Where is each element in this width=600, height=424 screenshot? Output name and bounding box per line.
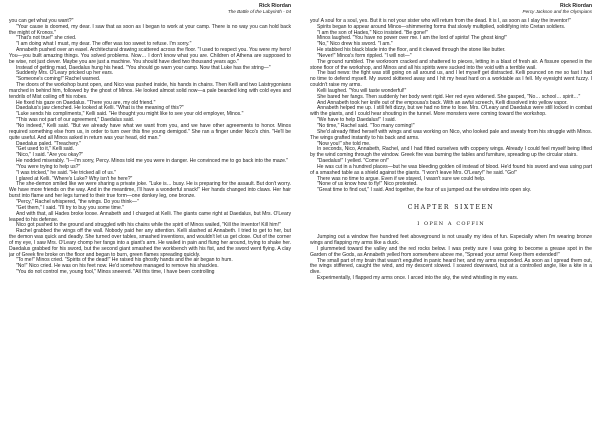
paragraph: Spirits began to appear around Minos—shimmering forms that slowly multiplied, solidifying into Cretan soldiers. xyxy=(317,23,566,30)
chapter-heading xyxy=(310,202,592,227)
paragraph: "Percy," Rachel whispered, "the wings. Do you think—" xyxy=(16,198,139,205)
paragraph: She'd already fitted herself with wings and was working on Nico, who looked pale and sweaty from his struggle with Minos. The wings grafted instantly to his back and arms. xyxy=(310,128,592,141)
paragraph: She bared her fangs. Then suddenly her body went rigid. Her red eyes widened. She gasped, "No… school… spirit…" xyxy=(317,93,581,100)
paragraph: "I am doing what I must, my dear. The offer was too sweet to refuse. I'm sorry." xyxy=(16,41,192,48)
page-header-left xyxy=(9,4,291,15)
paragraph: And with that, all Hades broke loose. Annabeth and I charged at Kelli. The giants came right at Daedalus, but Mrs. O'Leary leaped to his defense. xyxy=(9,210,291,223)
header-book-title: The Battle of the Labyrinth - 04 xyxy=(227,9,291,15)
paragraph: The doors of the workshop burst open, and Nico was pushed inside, his hands in chains. Then Kelli and two Laistrygonians marched in behind him, followed by the ghost of Minos. He looked almost solid now—a pale bearded king with cold eyes and tendrils of Mist coiling off his robes. xyxy=(9,82,291,100)
paragraph: Experimentally, I flapped my arms once. I arced into the sky, the wind whistling in my ears. xyxy=(317,275,519,282)
paragraph: Minos laughed. "You have no power over me. I am the lord of spirits! The ghost king!" xyxy=(317,35,508,42)
paragraph: "No time," Rachel said. "Too many coming!" xyxy=(317,123,415,129)
paragraph: you can get what you want?" xyxy=(9,17,74,24)
paragraph: "Nico," I said. "Are you okay?" xyxy=(16,152,84,159)
paragraph: Daedalus paled. "Treachery." xyxy=(16,140,82,147)
right-page-body xyxy=(310,19,592,282)
paragraph: "Your cause is doomed, my dear. I saw that as soon as I began to work at your camp. There is no way you can hold back the might of Kronos." xyxy=(9,23,291,36)
paragraph: "I was tricked," he said. "He tricked all of us." xyxy=(16,169,117,176)
page-header-right xyxy=(310,4,592,15)
paragraph: Instead of getting mad, Daedalus hung his head. "You should go warn your camp. Now that Luke has the string—" xyxy=(16,64,271,71)
paragraph: "We have to help Daedalus!" I said. xyxy=(317,117,396,124)
header-author: Rick Riordan xyxy=(560,3,592,9)
paragraph: "No!" Nico cried. He was on his feet now. He'd somehow managed to remove his shackles. xyxy=(16,263,219,270)
paragraph: The small part of my brain that wasn't engulfed in panic heard her, and my arms responded. As soon as I spread them out, the wings stiffened, caught the wind, and my descent slowed. I soared downward, but at a controlled angle, like a kite in a dive. xyxy=(310,257,592,276)
paragraph: Nico got pushed to the ground and struggled with his chains while the spirit of Minos wailed, "Kill the inventor! Kill him!" xyxy=(16,222,281,229)
paragraph: "I am the son of Hades," Nico insisted. "Be gone!" xyxy=(317,29,428,36)
paragraph: "No indeed," Kelli said. "But we already have what we want from you, and we have other agreements to honor. Minos required something else from us, in order to turn over this fine young demigod." She ran a finger under Nico's chin. "He'll be quite useful. And all Minos asked in return was your head, old man." xyxy=(9,123,291,141)
left-page xyxy=(9,0,291,424)
paragraph: Rachel grabbed the wings off the wall. Nobody paid her any attention. Kelli slashed at Annabeth. I tried to get to her, but the demon was quick and deadly. She turned over tables, smashed inventions, and wouldn't let us get close. Out of the corner of my eye, I saw Mrs. O'Leary chomp her fangs into a giant's arm. He wailed in pain and flung her around, trying to shake her. Daedalus grabbed for his sword, but the second giant smashed the workbench with his fist, and the sword went flying. A clay jar of Greek fire broke on the floor and began to burn, green flames spreading quickly. xyxy=(9,228,291,258)
paragraph: you! A soul for a soul, yes. But it is not your sister who will return from the dead. It is I, as soon as I slay the inventor!" xyxy=(310,17,571,24)
paragraph: The bad news: the fight was still going on all around us, and I let myself get distracted. Kelli pounced on me so fast I had no time to defend myself. My sword skittered away and I hit my head hard on a worktable as I fell. My eyesight went fuzzy. I couldn't raise my arms. xyxy=(310,70,592,89)
paragraph: In seconds, Nico, Annabeth, Rachel, and I had fitted ourselves with coppery wings. Already I could feel myself being lifted by the wind coming through the window. Greek fire was burning the tables and furniture, spreading up the circular stairs. xyxy=(310,146,592,159)
paragraph: "Great time to find out," I said. And together, the four of us jumped out the window into open sky. xyxy=(317,187,532,194)
paragraph: He stabbed his black blade into the floor, and it cleaved through the stone like butter. xyxy=(317,47,506,54)
paragraph: I glared at Kelli. "Where's Luke? Why isn't he here?" xyxy=(16,175,133,182)
chapter-number: chapter sixteen xyxy=(407,202,495,213)
paragraph: He fixed his gaze on Daedalus. "There you are, my old friend." xyxy=(16,99,156,106)
paragraph: "Daedalus!" I yelled. "Come on!" xyxy=(317,158,389,165)
paragraph: The she-demon smiled like we were sharing a private joke. "Luke is… busy. He is preparing for the assault. But don't worry. We have more friends on the way. And in the meantime, I'll have a wonderful snack!" Her hands changed into claws. Her hair burst into flame and her legs turned to their true form—one donkey leg, one bronze. xyxy=(9,181,291,200)
header-book-title: Percy Jackson and the Olympians xyxy=(522,9,592,15)
paragraph: "This was not part of our agreement," Daedalus said. xyxy=(16,117,135,124)
paragraph: He was cut in a hundred places—but he was bleeding golden oil instead of blood. He'd found his sword and was using part of a smashed table as a shield against the giants. "I won't leave Mrs. O'Leary!" he said. "Go!" xyxy=(310,163,592,176)
paragraph: Annabeth pushed over an easel. Architectural drawing scattered across the floor. "I used to respect you. You were my hero! You—you built amazing things. You solved problems. Now… I don't know what you are. Children of Athena are supposed to be wise, not just clever. Maybe you are just a machine. You should have died two thousand years ago." xyxy=(9,47,291,65)
left-page-body xyxy=(9,19,291,276)
paragraph: And Annabeth took her knife out of the empousa's back. With an awful screech, Kelli dissolved into yellow vapor. xyxy=(317,99,568,106)
paragraph: "Never!" Minos's form rippled. "I will not—" xyxy=(317,52,412,59)
paragraph: "You do not control me, young fool," Minos sneered. "All this time, I have been controlling xyxy=(16,269,215,276)
paragraph: Suddenly Mrs. O'Leary pricked up her ears. xyxy=(16,70,114,77)
paragraph: "You were trying to help us?" xyxy=(16,163,81,170)
chapter-title: i open a coffin xyxy=(417,218,485,228)
paragraph: "Someone's coming!" Rachel warned. xyxy=(16,76,101,83)
paragraph: He nodded miserably. "I—I'm sorry, Percy. Minos told me you were in danger. He convinced me to go back into the maze." xyxy=(16,158,289,165)
paragraph: "Get used to it," Kelli said. xyxy=(16,146,75,153)
paragraph: Daedalus's jaw clenched. He looked at Kelli. "What is the meaning of this?" xyxy=(16,105,184,112)
paragraph: "No," Nico drew his sword. "I am." xyxy=(317,41,393,48)
paragraph: "To me!" Minos cried. "Spirits of the dead!" He raised his ghostly hands and the air began to hum. xyxy=(16,257,233,264)
paragraph: Annabeth helped me up. I still felt dizzy, but we had no time to lose. Mrs. O'Leary and Daedalus were still locked in combat with the giants, and I could hear shouting in the tunnel. More monsters were coming toward the workshop. xyxy=(310,105,592,118)
header-author: Rick Riordan xyxy=(259,3,291,9)
paragraph: The ground rumbled. The workroom cracked and shattered to pieces, letting in a blast of fresh air. A fissure opened in the stone floor of the workshop, and Minos and all his spirits were sucked into the void with a terrible wail. xyxy=(310,58,592,71)
paragraph: "That's not true!" she cried. xyxy=(16,35,77,42)
right-page xyxy=(310,0,592,424)
paragraph: I plummeted toward the valley and the red rocks below. I was pretty sure I was going to become a grease spot in the Garden of the Gods, as Annabeth yelled from somewhere above me, "Spread your arms! Keep them extended!" xyxy=(310,245,592,258)
paragraph: There was no time to argue. Even if we stayed, I wasn't sure we could help. xyxy=(317,175,486,182)
paragraph: "None of us know how to fly!" Nico protested. xyxy=(317,181,418,188)
paragraph: Jumping out a window five hundred feet aboveground is not usually my idea of fun. Especially when I'm wearing bronze wings and flapping my arms like a duck. xyxy=(310,234,592,246)
paragraph: Kelli laughed. "You will taste wonderful!" xyxy=(317,87,407,94)
paragraph: "Get them," I said. "I'll try to buy you some time." xyxy=(16,204,124,211)
paragraph: "Now you!" she told me. xyxy=(317,140,371,147)
paragraph: "Luke sends his compliments," Kelli said. "He thought you might like to see your old employer, Minos." xyxy=(16,111,244,118)
